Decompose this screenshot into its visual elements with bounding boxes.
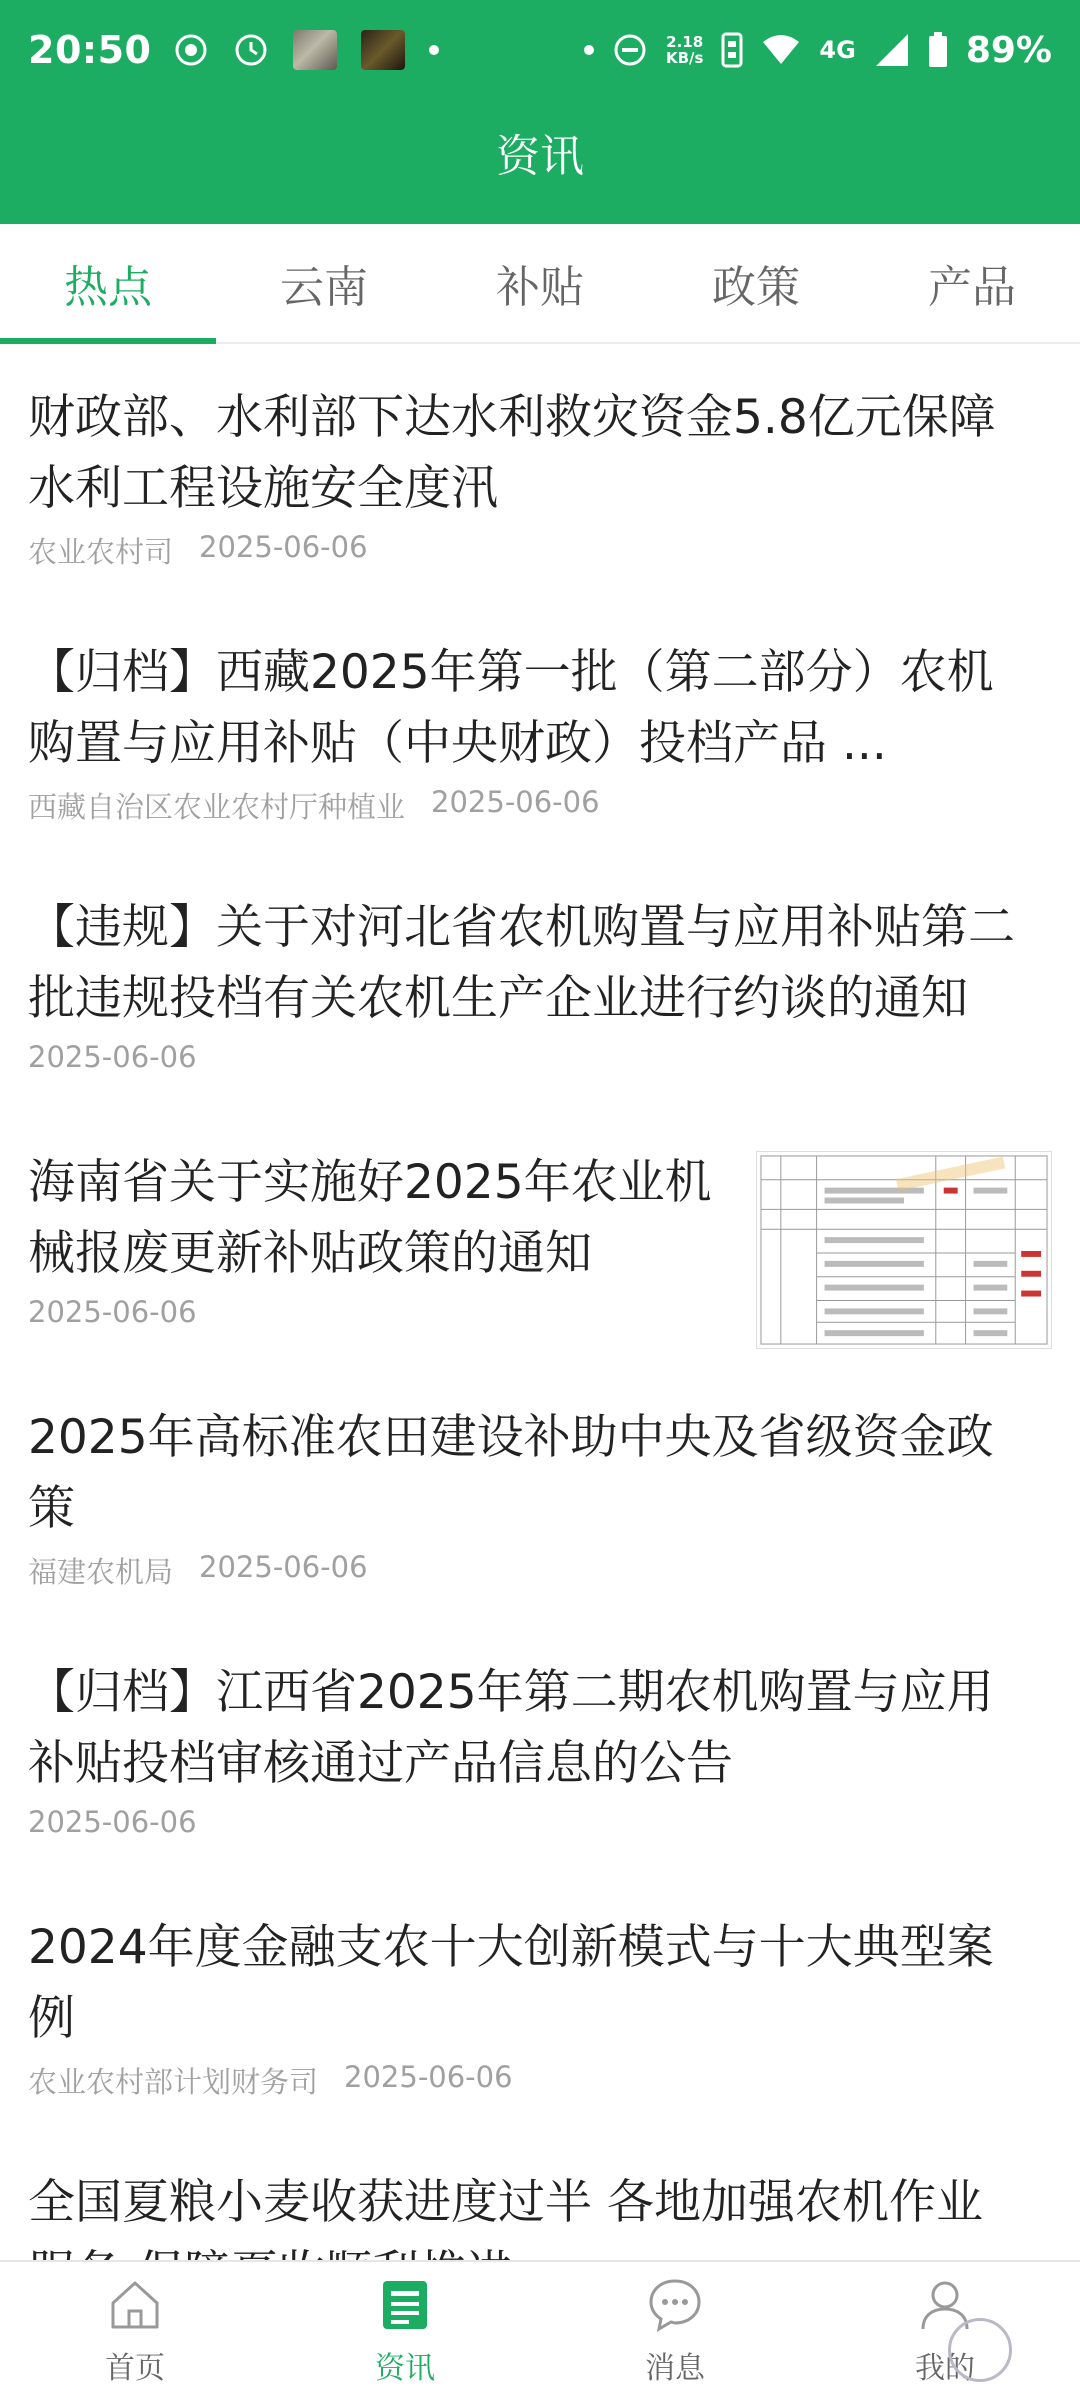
battery-level: 89% <box>965 29 1052 71</box>
nav-home[interactable] <box>0 2262 270 2400</box>
news-item[interactable] <box>0 1111 1080 1366</box>
news-date: 2025-06-06 <box>199 530 368 564</box>
news-date: 2025-06-06 <box>431 785 600 819</box>
category-tabs <box>0 224 1080 344</box>
notification-dot-icon <box>429 45 439 55</box>
nav-messages[interactable] <box>540 2262 810 2400</box>
nav-home-label: 首页 <box>105 2351 165 2386</box>
news-date: 2025-06-06 <box>199 1550 368 1584</box>
news-source: 农业农村司 <box>28 535 174 569</box>
news-item[interactable] <box>0 1621 1080 1876</box>
news-item[interactable] <box>0 1876 1080 2131</box>
notification-thumbnail <box>361 30 405 70</box>
news-item[interactable] <box>0 601 1080 856</box>
news-date: 2025-06-06 <box>28 1040 197 1074</box>
news-title: 2024年度金融支农十大创新模式与十大典型案例 <box>28 1920 994 2046</box>
news-item[interactable] <box>0 346 1080 601</box>
tab-subsidy[interactable]: 补贴 <box>496 262 584 313</box>
chat-icon <box>645 2275 705 2335</box>
status-bar <box>0 0 1080 100</box>
news-title: 2025年高标准农田建设补助中央及省级资金政策 <box>28 1410 994 1536</box>
nav-profile-label: 我的 <box>915 2351 975 2386</box>
news-source: 西藏自治区农业农村厅种植业 <box>28 790 406 824</box>
network-speed-unit: KB/s <box>665 49 704 67</box>
news-source: 农业农村部计划财务司 <box>28 2065 319 2099</box>
news-title: 海南省关于实施好2025年农业机械报废更新补贴政策的通知 <box>28 1155 712 1281</box>
home-icon <box>105 2275 165 2335</box>
notification-thumbnail <box>293 30 337 70</box>
news-item[interactable] <box>0 1366 1080 1621</box>
news-meta <box>28 2060 1052 2101</box>
news-list <box>0 346 1080 2260</box>
tab-policy[interactable]: 政策 <box>712 262 800 313</box>
news-title: 全国夏粮小麦收获进度过半 各地加强农机作业 <box>28 2175 983 2230</box>
hd-icon <box>721 32 743 68</box>
tab-yunnan[interactable]: 云南 <box>280 262 368 313</box>
network-speed-value: 2.18 <box>666 33 704 51</box>
news-meta <box>28 1040 1052 1074</box>
notification-dot-icon <box>584 45 594 55</box>
news-title: 【归档】西藏2025年第一批（第二部分）农机 购置与应用补贴（中央财政）投档产品 ... <box>28 645 994 771</box>
news-title: 【违规】关于对河北省农机购置与应用补贴第二批违规投档有关农机生产企业进行约谈的通知 <box>28 900 1015 1026</box>
news-meta <box>28 1550 1052 1591</box>
signal-icon <box>874 32 910 68</box>
news-meta <box>28 530 1052 571</box>
page-title: 资讯 <box>496 131 584 182</box>
news-item[interactable] <box>0 856 1080 1111</box>
news-title: 【归档】江西省2025年第二期农机购置与应用补贴投档审核通过产品信息的公告 <box>28 1665 994 1791</box>
do-not-disturb-icon <box>612 32 648 68</box>
news-date: 2025-06-06 <box>28 1295 197 1329</box>
network-speed <box>666 34 703 66</box>
wifi-icon <box>761 32 801 68</box>
alarm-icon <box>233 32 269 68</box>
nav-profile[interactable] <box>810 2262 1080 2400</box>
news-source: 福建农机局 <box>28 1555 174 1589</box>
tab-products[interactable]: 产品 <box>928 262 1016 313</box>
network-type: 4G <box>819 36 856 64</box>
app-header <box>0 0 1080 224</box>
floating-assistive-button[interactable] <box>948 2318 1012 2382</box>
news-thumbnail-image <box>756 1151 1052 1349</box>
tab-hot[interactable]: 热点 <box>0 224 216 342</box>
status-time: 20:50 <box>28 28 152 72</box>
news-date: 2025-06-06 <box>28 1805 197 1839</box>
nav-news-label: 资讯 <box>375 2351 435 2386</box>
news-meta <box>28 785 1052 826</box>
news-meta <box>28 1805 1052 1839</box>
bottom-navigation <box>0 2260 1080 2400</box>
news-icon <box>375 2275 435 2335</box>
news-title: 财政部、水利部下达水利救灾资金5.8亿元保障水利工程设施安全度汛 <box>28 390 996 516</box>
news-date: 2025-06-06 <box>344 2060 513 2094</box>
nav-messages-label: 消息 <box>645 2351 705 2386</box>
nav-news[interactable] <box>270 2262 540 2400</box>
record-icon <box>173 32 209 68</box>
battery-icon <box>928 32 948 68</box>
